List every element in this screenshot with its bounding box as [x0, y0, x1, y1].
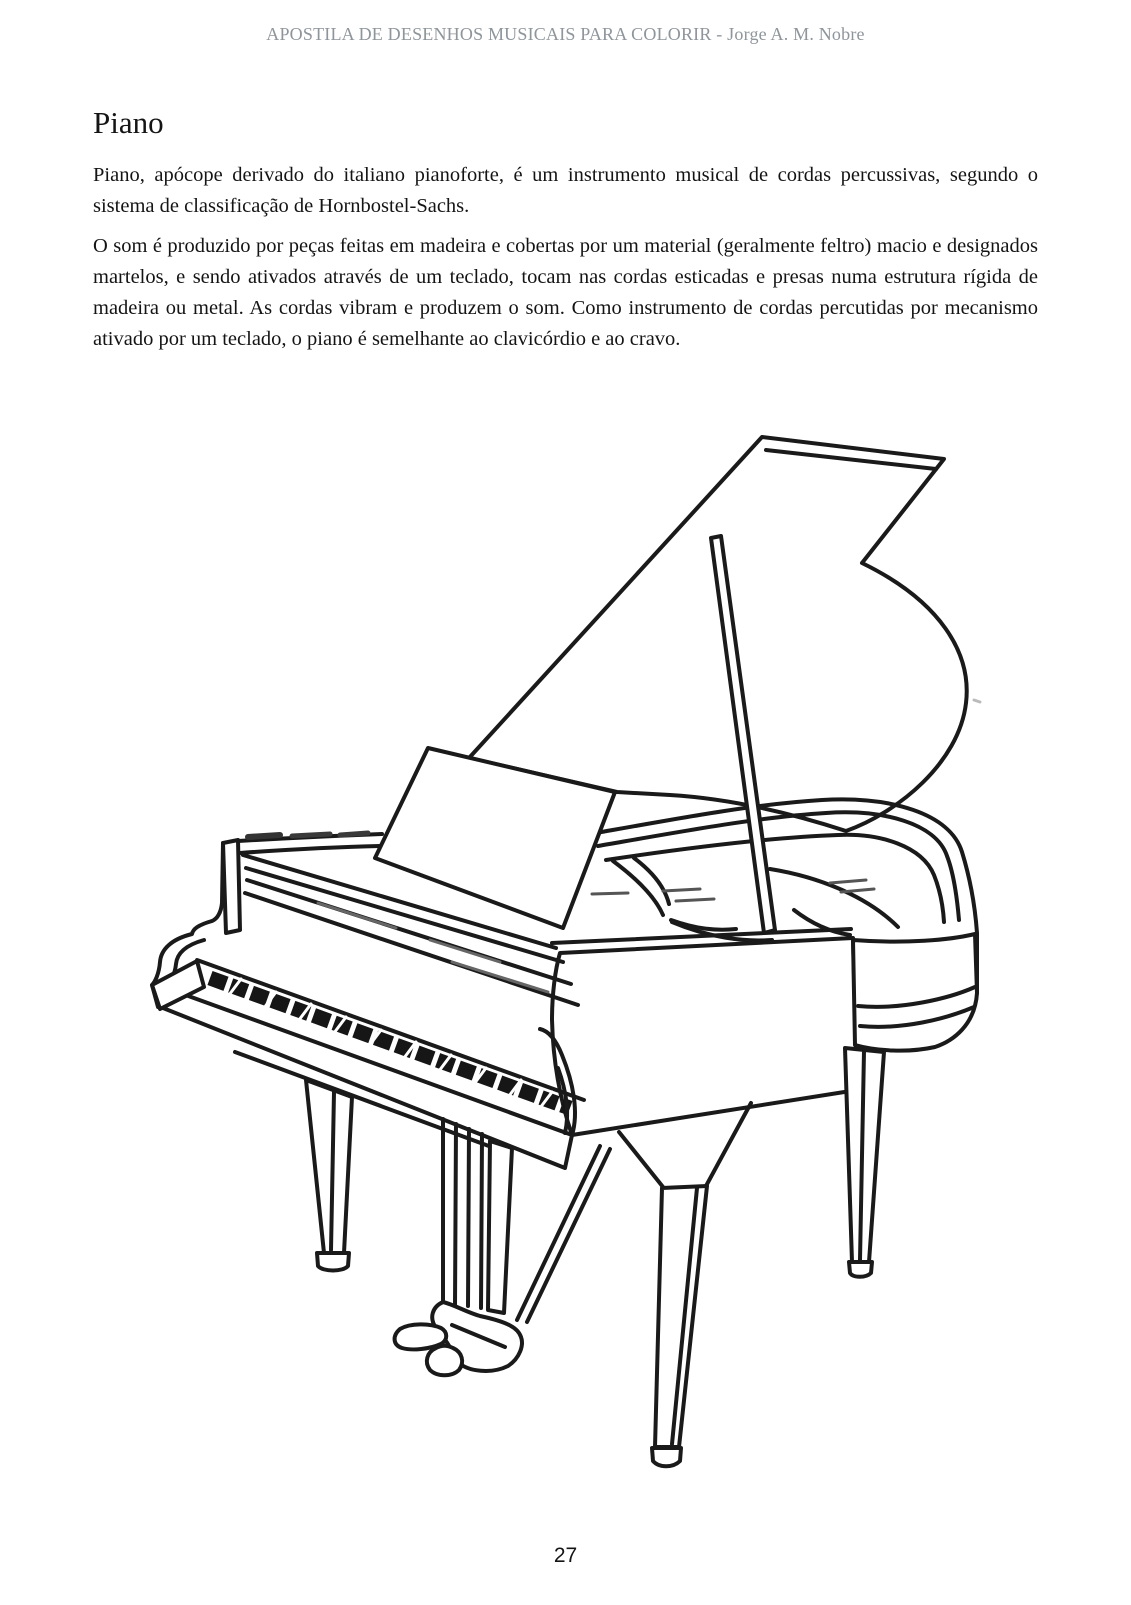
black-keys: [210, 978, 570, 1108]
pedal-lyre: [395, 1119, 610, 1375]
left-post: [223, 840, 240, 933]
body-front-panel: [552, 938, 857, 1135]
page-number: 27: [553, 1544, 578, 1567]
tail-leg: [845, 1048, 884, 1262]
left-leg: [306, 1080, 352, 1253]
keybed-front: [158, 985, 572, 1168]
lid-prop-stick: [711, 536, 775, 933]
pedal-left: [395, 1324, 447, 1349]
left-cheek-face: [152, 961, 204, 1009]
pedal-box: [432, 1302, 522, 1371]
front-right-leg: [655, 1186, 707, 1447]
paragraph-1: Piano, apócope derivado do italiano pianoforte, é um instrumento musical de cordas percussivas, segundo o sistema de classificação de Hornbostel-Sachs.: [93, 164, 1038, 217]
piano-lid: [469, 437, 967, 831]
paragraph-2: O som é produzido por peças feitas em madeira e cobertas por um material (geralmente feltro) macio e designados martelos, e sendo ativados através de um teclado, tocam nas cordas esticadas e presas numa estrutura rígida de madeira ou metal. As cordas vibram e produzem o som. Como instrumento de cordas percutidas por mecanismo ativado por um teclado, o piano é semelhante ao clavicórdio e ao cravo.: [93, 235, 1038, 350]
page-title: Piano: [93, 105, 164, 140]
tail-side: [853, 934, 977, 1051]
music-desk: [375, 748, 615, 928]
lyre-post: [488, 1141, 512, 1313]
pedal-center: [427, 1346, 462, 1376]
page-header: APOSTILA DE DESENHOS MUSICAIS PARA COLORIR - Jorge A. M. Nobre: [266, 24, 865, 44]
